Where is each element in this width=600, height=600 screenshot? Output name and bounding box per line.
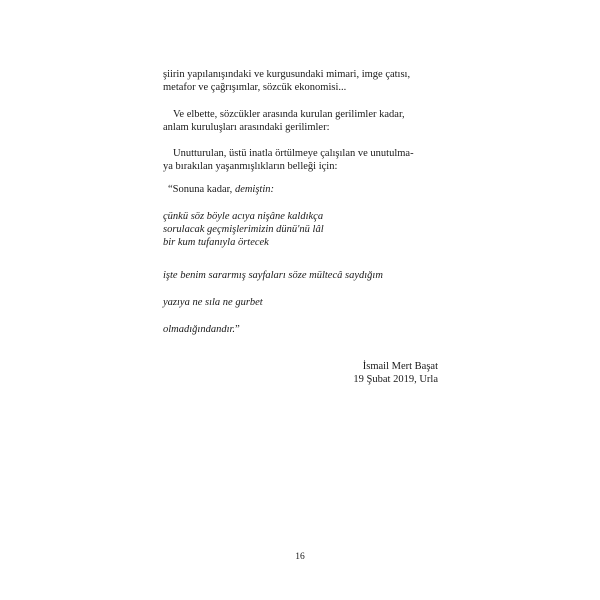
quote-intro-italic: demiştin:: [234, 184, 275, 195]
verse-line-b: [163, 296, 438, 309]
closing-quote: ”: [235, 324, 240, 335]
paragraph-line: Unutturulan, üstü inatla örtülmeye çalışılan ve unutulma-: [173, 148, 414, 159]
paragraph-line: anlam kuruluşları arasındaki gerilimler:: [163, 122, 330, 133]
date-place: 19 Şubat 2019, Urla: [353, 374, 438, 385]
quote-intro-prefix: “Sonuna kadar,: [168, 184, 235, 195]
paragraph-line: ya bırakılan yaşanmışlıkların belleği için:: [163, 161, 338, 172]
quote-intro: [163, 183, 438, 196]
paragraph-architecture: [163, 68, 438, 94]
verse-line: bir kum tufanıyla örtecek: [163, 237, 269, 248]
author-name: İsmail Mert Başat: [362, 361, 438, 372]
verse-stanza: [163, 210, 438, 249]
paragraph-line: Ve elbette, sözcükler arasında kurulan gerilimler kadar,: [173, 109, 405, 120]
verse-line: [163, 323, 438, 336]
verse-line-c: [163, 323, 438, 336]
verse-line-a: [163, 269, 438, 282]
page-number: 16: [295, 552, 305, 562]
verse-line-c-text: olmadığındandır.: [163, 324, 236, 335]
verse-line: yazıya ne sıla ne gurbet: [163, 297, 263, 308]
paragraph-tensions: [163, 108, 438, 134]
quote-intro-line: [163, 183, 438, 196]
verse-line: çünkü söz böyle acıya nişâne kaldıkça: [163, 211, 324, 222]
verse-line: sorulacak geçmişlerimizin dünü'nü lâl: [163, 224, 324, 235]
paragraph-memory: [163, 147, 438, 173]
signature-block: [353, 360, 438, 386]
paragraph-line: şiirin yapılanışındaki ve kurgusundaki mimari, imge çatısı,: [163, 69, 411, 80]
verse-line: işte benim sararmış sayfaları söze mültecâ saydığım: [163, 270, 383, 281]
paragraph-line: metafor ve çağrışımlar, sözcük ekonomisi...: [163, 82, 347, 93]
